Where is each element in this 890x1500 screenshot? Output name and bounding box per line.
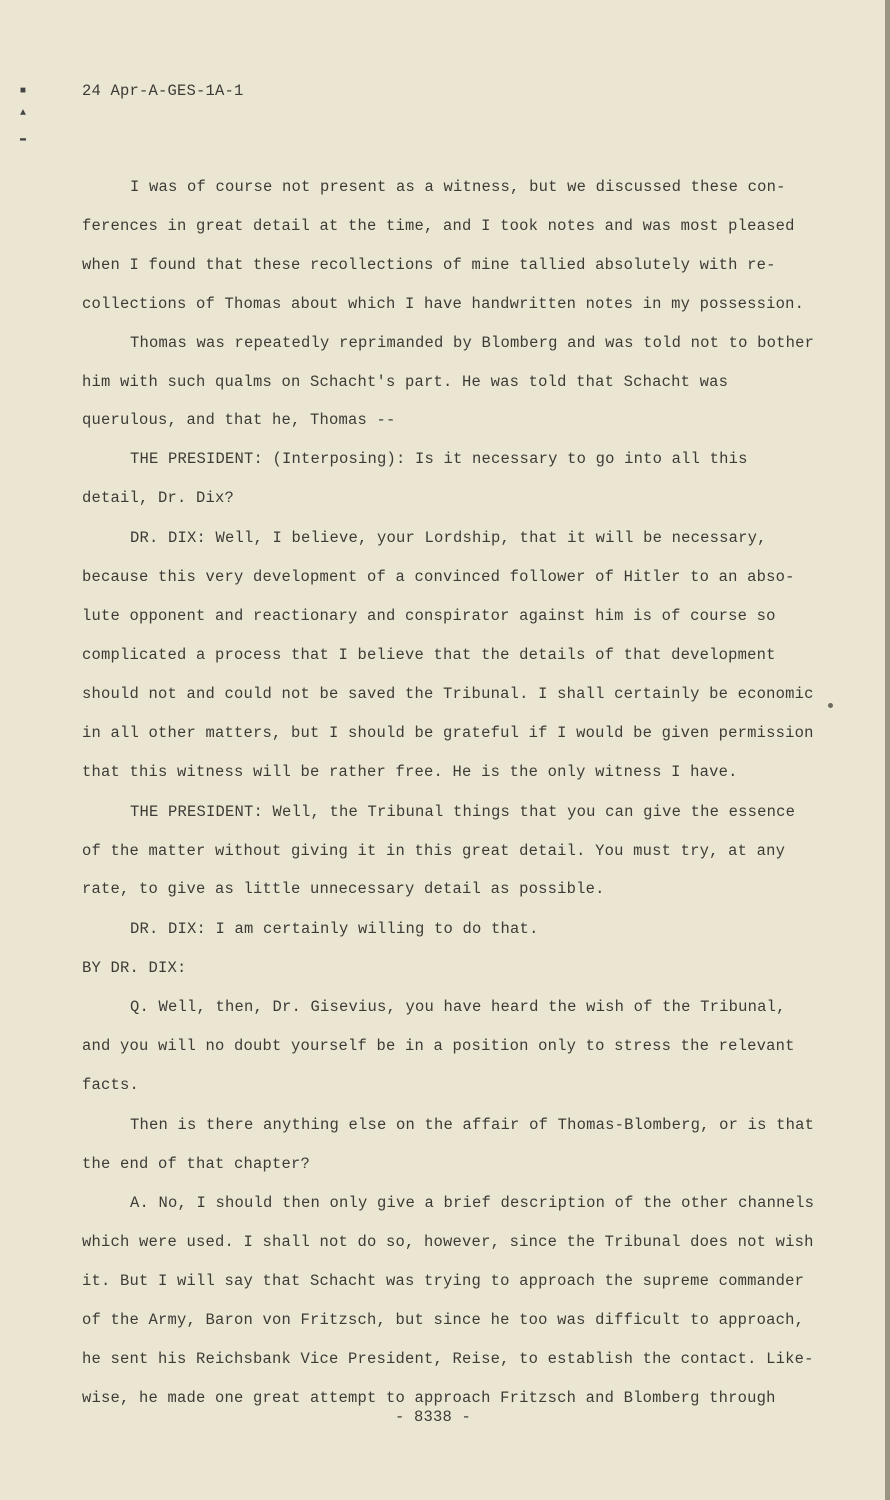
text-line: when I found that these recollections of mine tallied absolutely with re- <box>82 256 776 274</box>
text-line: complicated a process that I believe that the details of that development <box>82 646 776 664</box>
text-line: which were used. I shall not do so, however, since the Tribunal does not wish <box>82 1233 814 1251</box>
page-number: - 8338 - <box>395 1408 472 1426</box>
text-line: and you will no doubt yourself be in a position only to stress the relevant <box>82 1037 795 1055</box>
text-line: facts. <box>82 1076 140 1094</box>
text-line: should not and could not be saved the Tribunal. I shall certainly be economic <box>82 685 814 703</box>
text-line: him with such qualms on Schacht's part. He was told that Schacht was <box>82 373 729 391</box>
text-line: BY DR. DIX: <box>82 959 187 977</box>
document-reference: 24 Apr-A-GES-1A-1 <box>82 82 244 100</box>
text-line: I was of course not present as a witness, but we discussed these con- <box>130 178 786 196</box>
text-line: Thomas was repeatedly reprimanded by Blomberg and was told not to bother <box>130 334 815 352</box>
text-line: in all other matters, but I should be grateful if I would be given permission <box>82 724 814 742</box>
text-line: wise, he made one great attempt to approach Fritzsch and Blomberg through <box>82 1389 776 1407</box>
text-line: Q. Well, then, Dr. Gisevius, you have heard the wish of the Tribunal, <box>130 998 786 1016</box>
text-line: THE PRESIDENT: Well, the Tribunal things that you can give the essence <box>130 803 796 821</box>
text-line: DR. DIX: Well, I believe, your Lordship, that it will be necessary, <box>130 529 767 547</box>
text-line: detail, Dr. Dix? <box>82 489 235 507</box>
text-line: because this very development of a convinced follower of Hitler to an abso- <box>82 568 795 586</box>
text-line: collections of Thomas about which I have handwritten notes in my possession. <box>82 295 805 313</box>
text-line: querulous, and that he, Thomas -- <box>82 411 396 429</box>
text-line: A. No, I should then only give a brief description of the other channels <box>130 1194 815 1212</box>
text-line: lute opponent and reactionary and conspirator against him is of course so <box>82 607 776 625</box>
ink-blot <box>828 703 833 708</box>
text-line: ferences in great detail at the time, and I took notes and was most pleased <box>82 217 795 235</box>
margin-mark-dot-icon: ■ <box>20 86 27 97</box>
margin-mark-dash-icon: ▬ <box>20 134 27 145</box>
text-line: DR. DIX: I am certainly willing to do that. <box>130 920 539 938</box>
text-line: that this witness will be rather free. He is the only witness I have. <box>82 763 738 781</box>
text-line: the end of that chapter? <box>82 1155 311 1173</box>
text-line: he sent his Reichsbank Vice President, Reise, to establish the contact. Like- <box>82 1350 814 1368</box>
text-line: of the matter without giving it in this great detail. You must try, at any <box>82 842 786 860</box>
text-line: Then is there anything else on the affair of Thomas-Blomberg, or is that <box>130 1116 815 1134</box>
text-line: it. But I will say that Schacht was trying to approach the supreme commander <box>82 1272 805 1290</box>
margin-mark-arrow-icon: ▲ <box>20 108 27 119</box>
text-line: rate, to give as little unnecessary detail as possible. <box>82 880 605 898</box>
text-line: of the Army, Baron von Fritzsch, but since he too was difficult to approach, <box>82 1311 805 1329</box>
text-line: THE PRESIDENT: (Interposing): Is it necessary to go into all this <box>130 450 748 468</box>
